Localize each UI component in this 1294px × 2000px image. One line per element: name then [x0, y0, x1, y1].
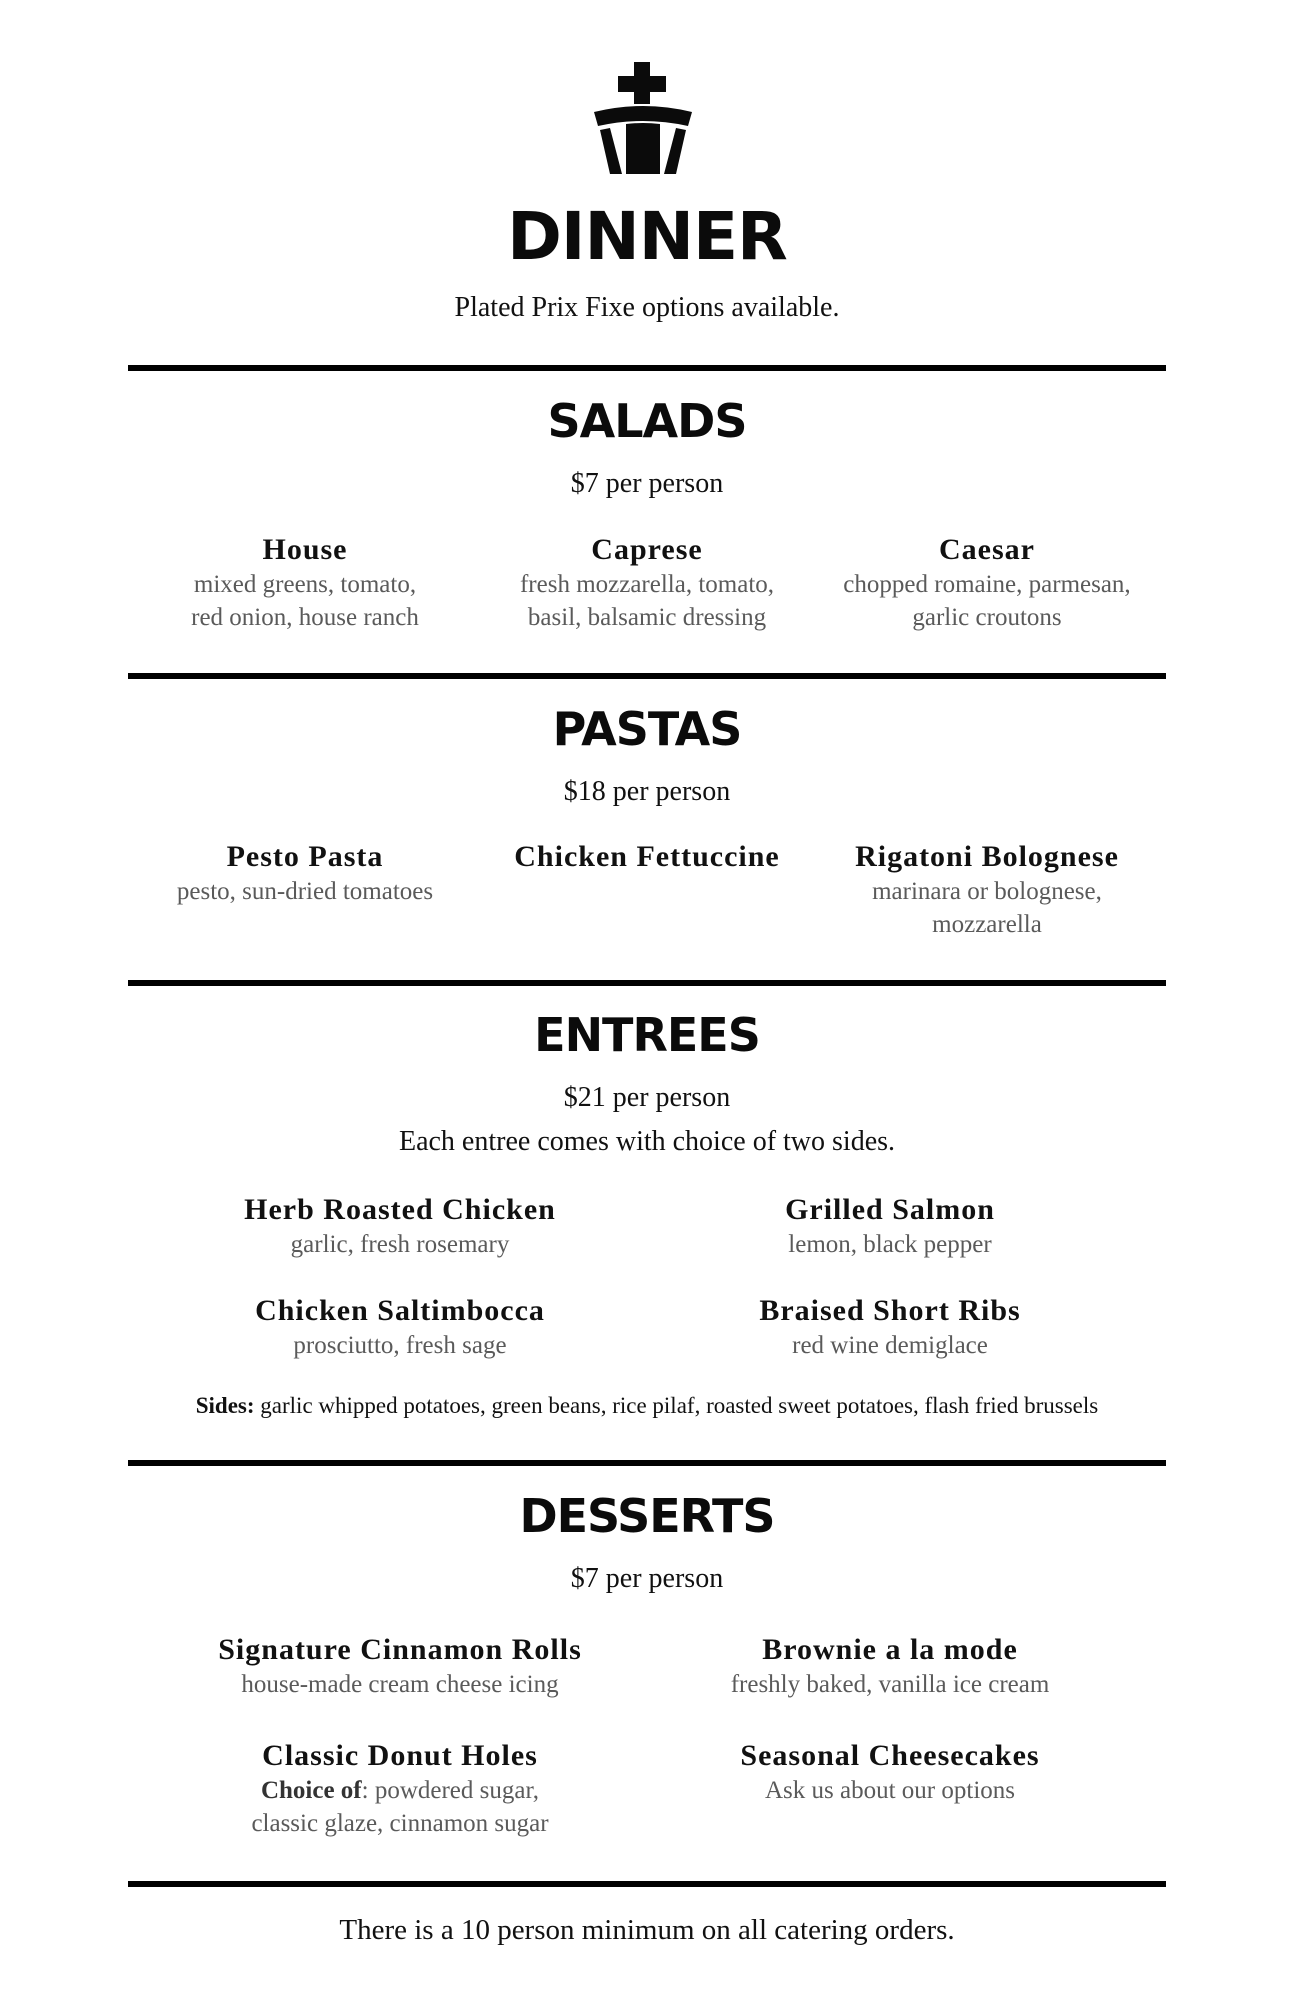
menu-item-grilled-salmon — [690, 1192, 1090, 1261]
item-desc: Ask us about our options — [765, 1777, 1015, 1804]
menu-item-seasonal-cheesecakes — [670, 1738, 1110, 1807]
item-desc: chopped romaine, parmesan, — [843, 571, 1131, 598]
entrees-heading: ENTREES — [534, 1008, 760, 1062]
item-name: Grilled Salmon — [785, 1193, 995, 1226]
sides-text: garlic whipped potatoes, green beans, rice pilaf, roasted sweet potatoes, flash fried brussels — [260, 1393, 1099, 1418]
item-desc: classic glaze, cinnamon sugar — [251, 1810, 549, 1837]
item-desc: mixed greens, tomato, — [193, 571, 417, 598]
desserts-price: $7 per person — [570, 1563, 724, 1594]
sides-list — [0, 1393, 1294, 1419]
menu-item-herb-roasted-chicken — [200, 1192, 600, 1261]
menu-item-brownie-a-la-mode — [670, 1632, 1110, 1701]
sides-label: Sides: — [195, 1393, 255, 1418]
menu-item-signature-cinnamon-rolls — [180, 1632, 620, 1701]
entrees-price: $21 per person — [563, 1082, 731, 1113]
divider — [128, 673, 1166, 679]
item-name: Classic Donut Holes — [262, 1739, 538, 1772]
item-desc: garlic croutons — [912, 604, 1062, 631]
item-name: Pesto Pasta — [226, 840, 384, 873]
menu-item-pesto-pasta — [140, 839, 470, 908]
item-desc: basil, balsamic dressing — [527, 604, 767, 631]
item-desc: marinara or bolognese, — [872, 878, 1102, 905]
divider — [128, 1881, 1166, 1887]
item-desc: house-made cream cheese icing — [241, 1671, 559, 1698]
menu-item-braised-short-ribs — [690, 1293, 1090, 1362]
menu-item-caesar — [822, 532, 1152, 634]
item-name: Caprese — [591, 533, 703, 566]
item-name: Chicken Fettuccine — [514, 840, 780, 873]
menu-item-rigatoni-bolognese — [822, 839, 1152, 941]
item-name: Chicken Saltimbocca — [255, 1294, 545, 1327]
item-desc: garlic, fresh rosemary — [290, 1231, 510, 1258]
item-desc: prosciutto, fresh sage — [293, 1332, 507, 1359]
page-title: DINNER — [507, 198, 787, 275]
pastas-heading: PASTAS — [552, 702, 742, 756]
menu-item-caprese — [482, 532, 812, 634]
item-desc: mozzarella — [932, 911, 1042, 938]
item-desc: red wine demiglace — [792, 1332, 988, 1359]
menu-item-chicken-fettuccine — [482, 839, 812, 875]
desserts-heading: DESSERTS — [519, 1489, 775, 1543]
menu-item-classic-donut-holes — [180, 1738, 620, 1840]
item-name: Signature Cinnamon Rolls — [218, 1633, 582, 1666]
item-name: Braised Short Ribs — [759, 1294, 1021, 1327]
divider — [128, 1460, 1166, 1466]
item-name: Caesar — [939, 533, 1035, 566]
item-desc: red onion, house ranch — [191, 604, 419, 631]
entrees-note: Each entree comes with choice of two sides. — [398, 1126, 896, 1157]
menu-item-chicken-saltimbocca — [200, 1293, 600, 1362]
item-desc: freshly baked, vanilla ice cream — [730, 1671, 1050, 1698]
item-desc — [180, 1774, 620, 1807]
menu-item-house — [140, 532, 470, 634]
footer-note: There is a 10 person minimum on all catering orders. — [339, 1914, 955, 1946]
item-desc: pesto, sun-dried tomatoes — [176, 878, 434, 905]
item-name: House — [262, 533, 348, 566]
item-name: Seasonal Cheesecakes — [740, 1739, 1040, 1772]
divider — [128, 365, 1166, 371]
pastas-price: $18 per person — [563, 776, 731, 807]
salads-heading: SALADS — [547, 394, 747, 448]
item-name: Rigatoni Bolognese — [855, 840, 1119, 873]
item-name: Brownie a la mode — [762, 1633, 1018, 1666]
salads-price: $7 per person — [570, 468, 724, 499]
item-name: Herb Roasted Chicken — [244, 1193, 556, 1226]
chef-hat-icon — [588, 62, 698, 174]
page-subtitle: Plated Prix Fixe options available. — [454, 292, 840, 323]
item-desc: fresh mozzarella, tomato, — [519, 571, 775, 598]
item-desc: lemon, black pepper — [788, 1231, 992, 1258]
divider — [128, 980, 1166, 986]
choice-of-text: : powdered sugar, — [361, 1777, 540, 1804]
choice-of-label: Choice of — [260, 1777, 362, 1804]
